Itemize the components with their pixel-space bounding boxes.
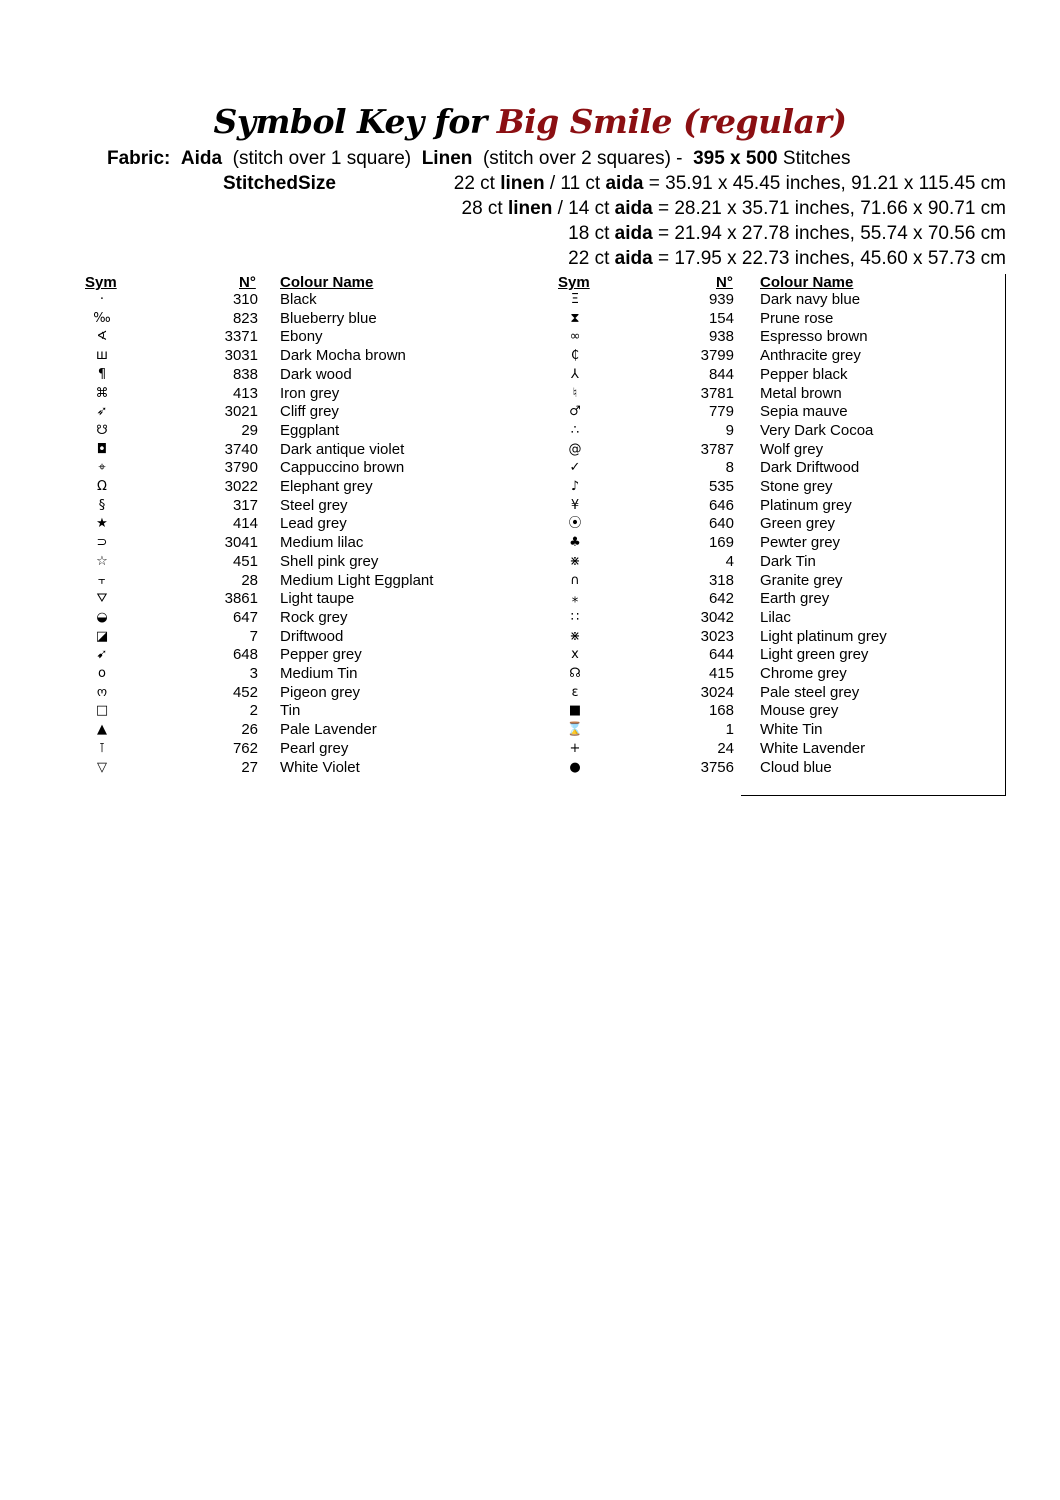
table-border-bottom xyxy=(741,795,1006,796)
color-row xyxy=(0,422,1060,441)
symbol-icon: ш xyxy=(96,348,108,364)
color-row xyxy=(0,553,1060,572)
color-name: Pewter grey xyxy=(760,534,841,552)
color-row xyxy=(0,759,1060,778)
color-number: 3740 xyxy=(224,440,258,458)
color-number: 762 xyxy=(232,739,258,757)
fabric-line xyxy=(107,148,850,170)
left-sym-header: Sym xyxy=(85,274,117,291)
symbol-icon: □ xyxy=(95,703,109,719)
fabric-aida-note: (stitch over 1 square) xyxy=(232,148,412,169)
size-line: 22 ct linen / 11 ct aida = 35.91 x 45.45 inches, 91.21 x 115.45 cm xyxy=(453,173,1006,194)
symbol-icon: ⋇ xyxy=(569,553,581,569)
symbol-icon: ♣ xyxy=(569,535,581,551)
fabric-dims: 395 x 500 xyxy=(693,148,778,169)
color-name: Light taupe xyxy=(280,590,355,608)
symbol-icon: ▽ xyxy=(97,759,107,775)
color-name: Dark navy blue xyxy=(760,291,861,308)
right-name-header: Colour Name xyxy=(760,274,854,291)
right-num-header: N° xyxy=(716,274,733,291)
color-number: 535 xyxy=(708,478,734,495)
color-row xyxy=(0,590,1060,609)
color-name: Eggplant xyxy=(280,421,340,439)
fabric-stitches: Stitches xyxy=(782,148,851,169)
color-row xyxy=(0,497,1060,516)
color-number: 3042 xyxy=(700,608,734,626)
color-row xyxy=(0,646,1060,665)
left-name-header: Colour Name xyxy=(280,274,374,291)
color-row xyxy=(0,609,1060,628)
symbol-icon: ∢ xyxy=(96,329,108,345)
color-name: Pearl grey xyxy=(280,739,349,757)
symbol-icon: ∞ xyxy=(569,329,581,345)
color-name: Steel grey xyxy=(280,496,348,514)
color-name: Ebony xyxy=(280,328,323,346)
right-sym-header: Sym xyxy=(558,274,590,291)
symbol-icon: ◘ xyxy=(96,441,108,457)
color-number: 844 xyxy=(708,365,734,383)
color-number: 318 xyxy=(708,571,734,589)
symbol-icon: ∩ xyxy=(570,572,580,588)
symbol-icon: ⊺ xyxy=(98,740,106,756)
color-number: 642 xyxy=(708,590,734,608)
color-number: 7 xyxy=(249,627,258,645)
color-number: 644 xyxy=(708,646,734,664)
symbol-icon: ⌖ xyxy=(98,460,106,476)
color-name: Dark Driftwood xyxy=(760,459,860,477)
symbol-icon: ➹ xyxy=(96,647,108,663)
size-line: 18 ct aida = 21.94 x 27.78 inches, 55.74 x 70.56 cm xyxy=(568,223,1006,244)
color-number: 779 xyxy=(708,403,734,421)
color-number: 838 xyxy=(232,365,258,383)
color-row xyxy=(0,740,1060,759)
symbol-icon: ▲ xyxy=(97,722,107,738)
symbol-icon: ⁎ xyxy=(571,591,579,607)
color-number: 317 xyxy=(232,496,258,514)
color-name: White Violet xyxy=(280,758,360,776)
symbol-icon: ● xyxy=(569,759,581,775)
color-row xyxy=(0,534,1060,553)
color-row xyxy=(0,310,1060,329)
symbol-icon: + xyxy=(569,740,581,756)
color-name: Lilac xyxy=(760,608,791,626)
color-name: Chrome grey xyxy=(760,665,847,682)
symbol-icon: Ξ xyxy=(570,292,580,307)
color-name: Dark Tin xyxy=(760,552,816,570)
color-row xyxy=(0,478,1060,497)
color-row xyxy=(0,702,1060,721)
color-name: Prune rose xyxy=(760,309,834,327)
color-name: Pale Lavender xyxy=(280,721,377,739)
symbol-icon: ♂ xyxy=(569,404,581,420)
color-name: Espresso brown xyxy=(760,328,868,346)
color-number: 169 xyxy=(708,534,734,552)
symbol-icon: ☊ xyxy=(569,666,581,681)
fabric-linen: Linen xyxy=(421,148,473,169)
color-name: Dark Mocha brown xyxy=(280,347,406,365)
color-name: Mouse grey xyxy=(760,702,839,720)
color-name: Anthracite grey xyxy=(760,347,861,365)
page-title xyxy=(0,102,1060,141)
color-row xyxy=(0,721,1060,740)
color-number: 646 xyxy=(708,496,734,514)
symbol-icon: @ xyxy=(568,441,582,457)
color-number: 168 xyxy=(708,702,734,720)
symbol-icon: ⦿ xyxy=(568,516,582,532)
symbol-icon: ⧗ xyxy=(570,310,580,326)
color-name: Pepper black xyxy=(760,365,848,383)
color-name: Earth grey xyxy=(760,590,830,608)
color-number: 310 xyxy=(232,291,258,308)
color-number: 2 xyxy=(249,702,258,720)
symbol-icon: ⅄ xyxy=(571,366,579,382)
fabric-label: Fabric: xyxy=(107,148,171,169)
color-name: Cliff grey xyxy=(280,403,339,421)
color-name: Dark antique violet xyxy=(280,440,405,458)
fabric-linen-note: (stitch over 2 squares) - xyxy=(482,148,683,169)
color-name: Stone grey xyxy=(760,478,833,495)
color-name: Medium Tin xyxy=(280,665,358,682)
symbol-icon: ∷ xyxy=(570,609,580,625)
color-name: Granite grey xyxy=(760,571,843,589)
color-row xyxy=(0,347,1060,366)
color-number: 9 xyxy=(725,421,734,439)
color-name: Pepper grey xyxy=(280,646,362,664)
color-number: 3756 xyxy=(700,758,734,776)
color-name: Rock grey xyxy=(280,608,348,626)
color-number: 1 xyxy=(725,721,734,739)
symbol-icon: · xyxy=(99,292,105,307)
color-name: Very Dark Cocoa xyxy=(760,421,874,439)
color-name: Light platinum grey xyxy=(760,627,887,645)
symbol-icon: ¥ xyxy=(570,497,580,513)
color-name: Tin xyxy=(280,702,301,720)
color-number: 4 xyxy=(725,552,734,570)
symbol-icon: ⛛ xyxy=(96,591,108,607)
color-row xyxy=(0,366,1060,385)
color-number: 452 xyxy=(232,683,258,701)
color-number: 938 xyxy=(708,328,734,346)
symbol-icon: ო xyxy=(96,684,108,700)
color-number: 3371 xyxy=(224,328,258,346)
color-number: 3861 xyxy=(224,590,258,608)
color-number: 3781 xyxy=(700,384,734,402)
color-name: Wolf grey xyxy=(760,440,824,458)
color-number: 640 xyxy=(708,515,734,533)
symbol-icon: ¶ xyxy=(97,366,107,382)
color-row xyxy=(0,459,1060,478)
symbol-icon: ⊃ xyxy=(96,535,108,551)
symbol-icon: ⫟ xyxy=(98,572,106,588)
color-number: 154 xyxy=(708,309,734,327)
color-number: 939 xyxy=(708,291,734,308)
color-name: Medium lilac xyxy=(280,534,364,552)
symbol-icon: ⋇ xyxy=(569,628,581,644)
symbol-icon: ✓ xyxy=(569,460,581,476)
color-name: White Tin xyxy=(760,721,823,739)
color-number: 3041 xyxy=(224,534,258,552)
color-number: 413 xyxy=(232,384,258,402)
color-number: 28 xyxy=(241,571,258,589)
symbol-icon: o xyxy=(98,666,106,681)
size-line: 22 ct aida = 17.95 x 22.73 inches, 45.60 x 57.73 cm xyxy=(568,248,1006,269)
symbol-icon: Ω xyxy=(97,479,107,494)
table-border-right xyxy=(1005,274,1006,796)
color-number: 3024 xyxy=(700,683,734,701)
color-number: 8 xyxy=(725,459,734,477)
symbol-icon: ∴ xyxy=(570,422,580,438)
title-prefix: Symbol Key for xyxy=(213,102,487,141)
color-number: 823 xyxy=(232,309,258,327)
color-name: Blueberry blue xyxy=(280,309,377,327)
color-name: Cappuccino brown xyxy=(280,459,405,477)
color-number: 3 xyxy=(249,665,258,682)
symbol-icon: ☋ xyxy=(96,422,108,438)
symbol-icon: ⌘ xyxy=(95,385,109,401)
color-row xyxy=(0,385,1060,404)
color-name: Cloud blue xyxy=(760,758,832,776)
symbol-icon: ♪ xyxy=(570,479,580,494)
color-number: 27 xyxy=(241,758,258,776)
symbol-icon: ◪ xyxy=(95,628,109,644)
color-row xyxy=(0,291,1060,310)
color-number: 3021 xyxy=(224,403,258,421)
color-name: Elephant grey xyxy=(280,478,373,495)
color-number: 3022 xyxy=(224,478,258,495)
color-row xyxy=(0,403,1060,422)
color-name: Dark wood xyxy=(280,365,352,383)
color-name: Iron grey xyxy=(280,384,340,402)
pattern-name: Big Smile (regular) xyxy=(496,102,847,141)
color-name: Shell pink grey xyxy=(280,552,379,570)
color-number: 647 xyxy=(232,608,258,626)
size-line: 28 ct linen / 14 ct aida = 28.21 x 35.71 inches, 71.66 x 90.71 cm xyxy=(461,198,1006,219)
color-name: Green grey xyxy=(760,515,836,533)
color-row xyxy=(0,628,1060,647)
color-row xyxy=(0,515,1060,534)
color-name: Light green grey xyxy=(760,646,869,664)
symbol-icon: ■ xyxy=(568,703,582,719)
color-name: Metal brown xyxy=(760,384,842,402)
color-number: 3787 xyxy=(700,440,734,458)
color-number: 3023 xyxy=(700,627,734,645)
color-row xyxy=(0,684,1060,703)
color-row xyxy=(0,665,1060,684)
color-number: 3799 xyxy=(700,347,734,365)
symbol-icon: ➶ xyxy=(96,404,108,420)
color-number: 414 xyxy=(232,515,258,533)
color-name: Platinum grey xyxy=(760,496,852,514)
color-name: Lead grey xyxy=(280,515,347,533)
left-num-header: N° xyxy=(239,274,256,291)
symbol-icon: x xyxy=(571,647,579,663)
symbol-icon: ◒ xyxy=(96,609,108,625)
color-name: Medium Light Eggplant xyxy=(280,571,434,589)
color-number: 24 xyxy=(717,739,734,757)
symbol-icon: ♮ xyxy=(572,385,578,401)
stitched-size-label: StitchedSize xyxy=(223,173,336,194)
color-name: Pale steel grey xyxy=(760,683,860,701)
symbol-icon: ₵ xyxy=(570,348,580,364)
color-number: 29 xyxy=(241,421,258,439)
color-name: Black xyxy=(280,291,317,308)
color-number: 3790 xyxy=(224,459,258,477)
color-number: 26 xyxy=(241,721,258,739)
symbol-icon: § xyxy=(98,497,106,513)
color-row xyxy=(0,441,1060,460)
color-number: 415 xyxy=(708,665,734,682)
symbol-icon: ε xyxy=(571,684,579,700)
color-name: Pigeon grey xyxy=(280,683,361,701)
color-name: White Lavender xyxy=(760,739,866,757)
color-number: 3031 xyxy=(224,347,258,365)
color-number: 451 xyxy=(232,552,258,570)
color-number: 648 xyxy=(232,646,258,664)
color-row xyxy=(0,328,1060,347)
symbol-icon: ⌛ xyxy=(566,722,584,738)
symbol-icon: ★ xyxy=(96,516,108,532)
color-name: Sepia mauve xyxy=(760,403,848,421)
color-row xyxy=(0,572,1060,591)
fabric-aida: Aida xyxy=(180,148,223,169)
symbol-icon: ‰ xyxy=(93,310,111,326)
symbol-icon: ☆ xyxy=(96,553,108,569)
color-name: Driftwood xyxy=(280,627,344,645)
